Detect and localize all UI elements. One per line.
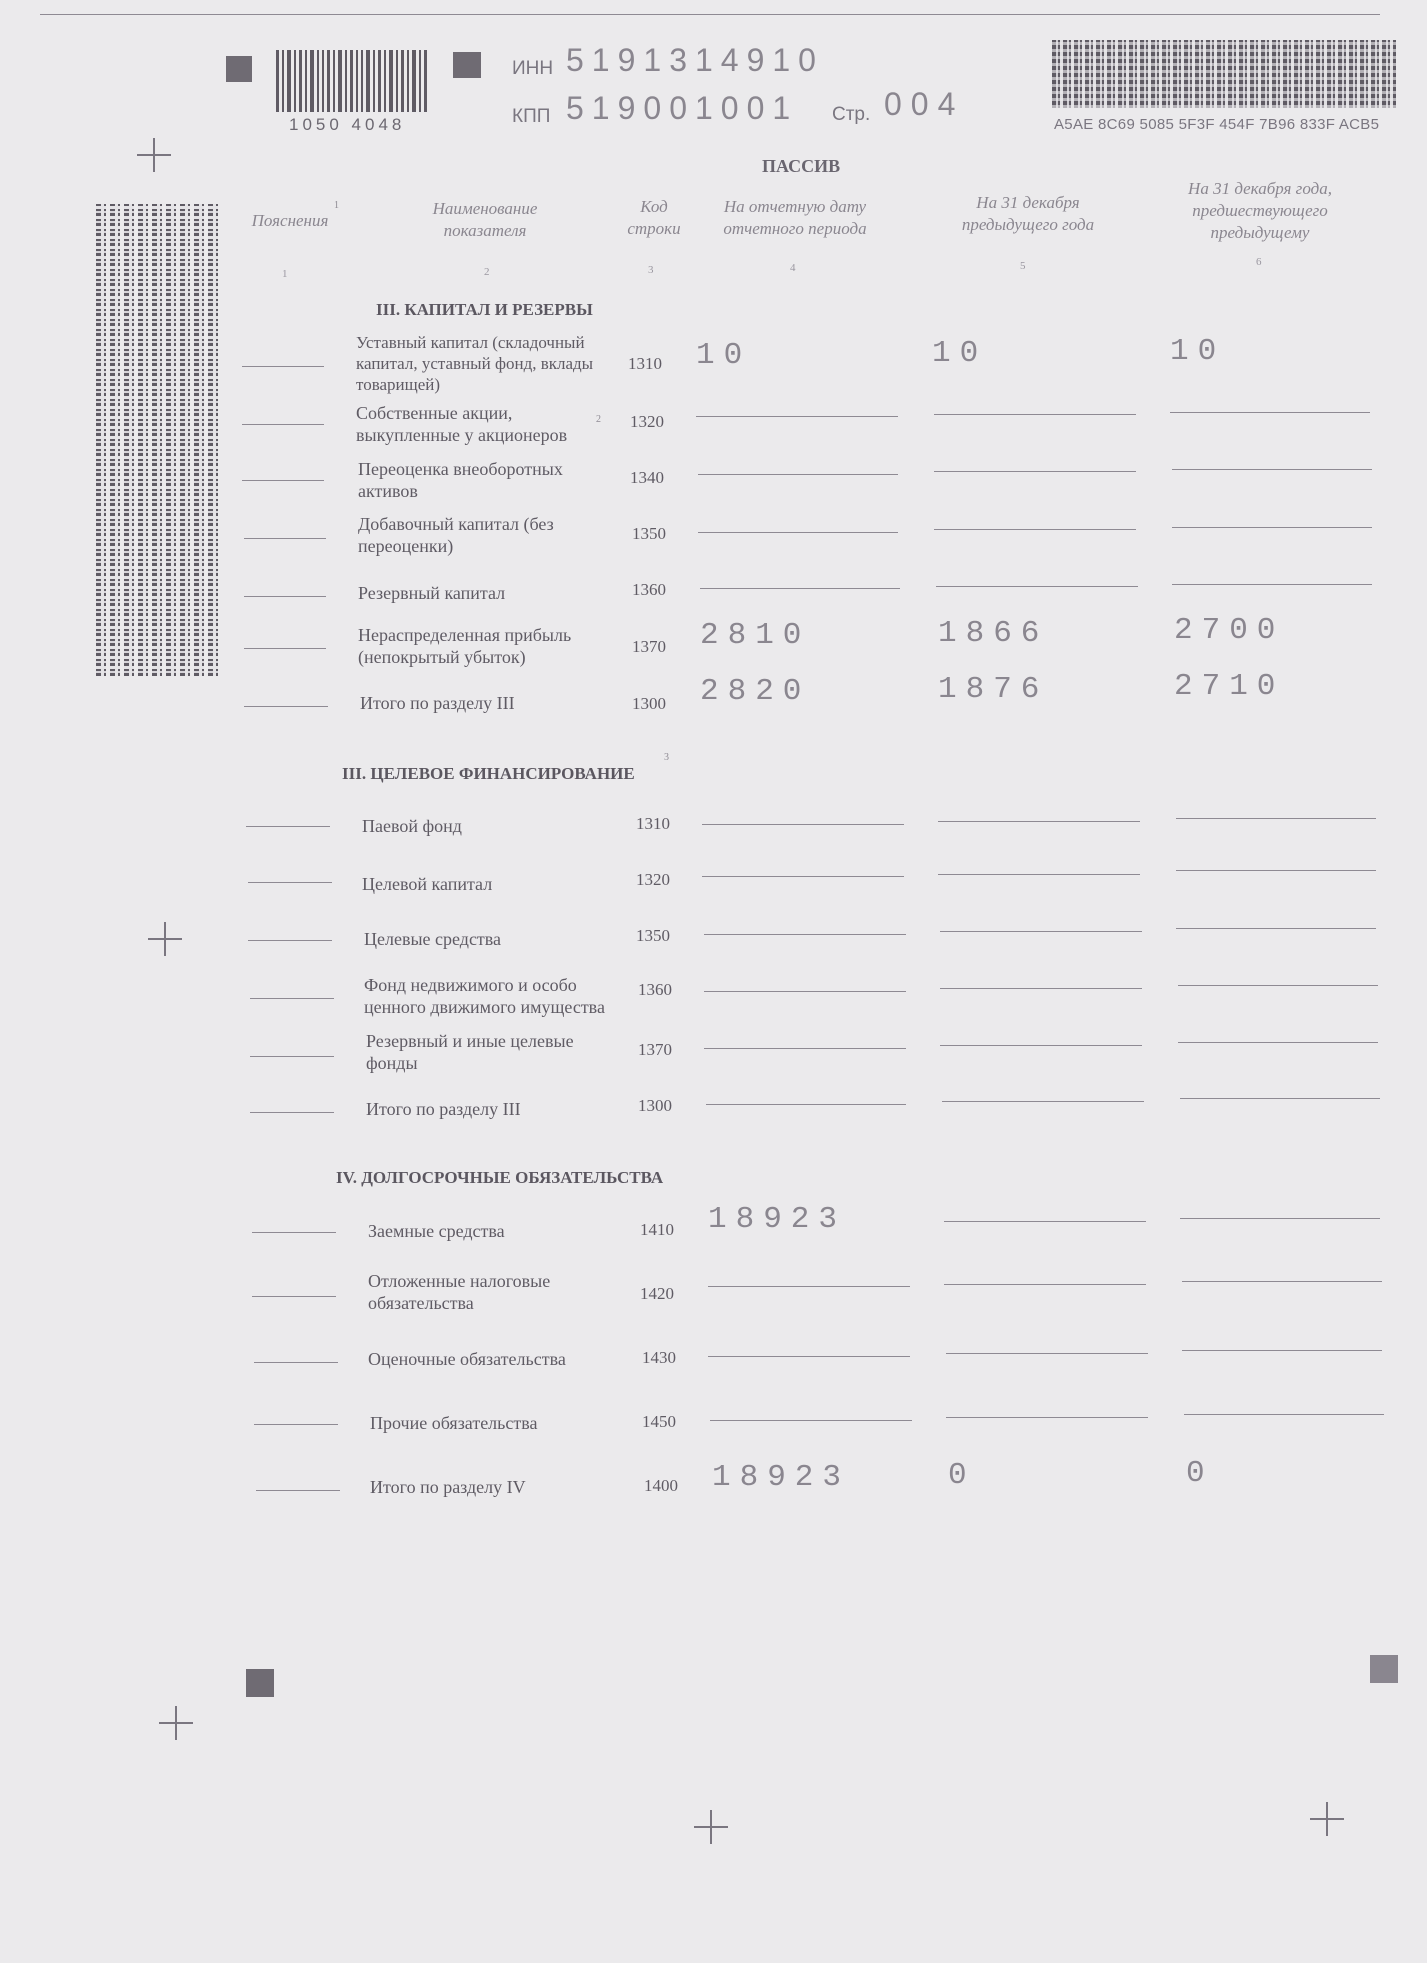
value-current: 2810 — [700, 618, 811, 653]
barcode-icon — [274, 50, 434, 116]
value-line — [942, 1101, 1144, 1102]
value-line — [704, 1048, 906, 1049]
corner-marker — [453, 52, 481, 78]
row-label: Паевой фонд — [362, 816, 462, 836]
row-code: 1310 — [636, 814, 670, 833]
value-line — [702, 876, 904, 877]
value-line — [944, 1284, 1146, 1285]
value-line — [934, 529, 1136, 530]
column-header-prev-year: На 31 декабря предыдущего года — [961, 193, 1095, 234]
value-line — [700, 588, 900, 589]
section-footnote: 3 — [664, 752, 669, 763]
row-label: Собственные акции, выкупленные у акционеров — [356, 403, 568, 445]
value-line — [934, 471, 1136, 472]
notes-line — [244, 706, 328, 707]
row-code: 1340 — [630, 468, 664, 487]
row-label: Переоценка внеоборотных активов — [358, 459, 563, 501]
notes-line — [242, 424, 324, 425]
value-line — [696, 416, 898, 417]
value-line — [938, 874, 1140, 875]
column-number: 1 — [282, 268, 288, 280]
row-label: Резервный капитал — [358, 583, 506, 603]
value-line — [1180, 1098, 1380, 1099]
value-prev-year: 1866 — [938, 616, 1049, 651]
value-line — [1180, 1218, 1380, 1219]
value-prev-year: 10 — [932, 336, 988, 371]
row-code: 1370 — [632, 637, 666, 656]
value-prev-year: 1876 — [938, 672, 1049, 707]
column-number: 6 — [1256, 256, 1262, 268]
row-code: 1320 — [630, 412, 664, 431]
row-code: 1450 — [642, 1412, 676, 1431]
row-code: 1420 — [640, 1284, 674, 1303]
value-line — [1178, 1042, 1378, 1043]
value-line — [936, 586, 1138, 587]
notes-line — [250, 1056, 334, 1057]
row-label: Уставный капитал (складочный капитал, уставный фонд, вклады товарищей) — [356, 333, 594, 394]
value-line — [946, 1417, 1148, 1418]
row-label: Оценочные обязательства — [368, 1349, 566, 1369]
row-label: Заемные средства — [368, 1221, 505, 1241]
row-code: 1370 — [638, 1040, 672, 1059]
value-line — [706, 1104, 906, 1105]
value-line — [1182, 1281, 1382, 1282]
value-line — [1172, 584, 1372, 585]
value-line — [1176, 870, 1376, 871]
row-code: 1350 — [632, 524, 666, 543]
row-label: Итого по разделу III — [360, 693, 515, 713]
row-code: 1310 — [628, 354, 662, 373]
section-title-capital: III. КАПИТАЛ И РЕЗЕРВЫ — [376, 300, 593, 319]
column-number: 2 — [484, 266, 490, 278]
notes-line — [244, 538, 326, 539]
value-current: 2820 — [700, 674, 811, 709]
value-line — [698, 474, 898, 475]
row-label: Итого по разделу III — [366, 1099, 521, 1119]
row-code: 1320 — [636, 870, 670, 889]
kpp-value: 519001001 — [566, 90, 799, 126]
value-prev-prev-year: 0 — [1186, 1456, 1214, 1491]
registration-cross-icon — [1310, 1802, 1344, 1836]
column-header-notes: Пояснения — [251, 211, 329, 230]
notes-line — [254, 1424, 338, 1425]
notes-line — [244, 596, 326, 597]
column-header-current: На отчетную дату отчетного периода — [723, 197, 867, 238]
value-line — [1170, 412, 1370, 413]
kpp-label: КПП — [512, 106, 551, 127]
inn-value: 5191314910 — [566, 42, 824, 78]
value-line — [1184, 1414, 1384, 1415]
value-line — [1176, 928, 1376, 929]
row-label: Прочие обязательства — [370, 1413, 538, 1433]
row-code: 1350 — [636, 926, 670, 945]
value-line — [710, 1420, 912, 1421]
corner-marker — [226, 56, 252, 82]
value-line — [938, 821, 1140, 822]
value-line — [704, 991, 906, 992]
row-code: 1300 — [638, 1096, 672, 1115]
section-title-targeted-financing: III. ЦЕЛЕВОЕ ФИНАНСИРОВАНИЕ — [342, 764, 635, 783]
value-line — [702, 824, 904, 825]
registration-cross-icon — [137, 138, 171, 172]
notes-line — [248, 882, 332, 883]
value-line — [1172, 469, 1372, 470]
value-line — [940, 988, 1142, 989]
corner-marker — [1370, 1655, 1398, 1683]
column-number: 4 — [790, 262, 796, 274]
row-footnote: 2 — [596, 414, 601, 425]
registration-cross-icon — [148, 922, 182, 956]
value-line — [940, 931, 1142, 932]
value-line — [1178, 985, 1378, 986]
corner-marker — [246, 1669, 274, 1697]
row-label: Итого по разделу IV — [370, 1477, 526, 1497]
value-current: 18923 — [712, 1460, 851, 1495]
value-line — [698, 532, 898, 533]
notes-line — [250, 1112, 334, 1113]
column-header-name: Наименование показателя — [432, 199, 538, 240]
row-code: 1300 — [632, 694, 666, 713]
value-prev-prev-year: 2700 — [1174, 613, 1285, 648]
value-line — [1172, 527, 1372, 528]
notes-line — [252, 1232, 336, 1233]
value-line — [708, 1356, 910, 1357]
row-label: Фонд недвижимого и особо ценного движимого имущества — [364, 975, 605, 1017]
value-prev-prev-year: 2710 — [1174, 669, 1285, 704]
value-line — [704, 934, 906, 935]
section-title-long-term-liabilities: IV. ДОЛГОСРОЧНЫЕ ОБЯЗАТЕЛЬСТВА — [336, 1168, 664, 1187]
row-label: Целевые средства — [364, 929, 502, 949]
inn-label: ИНН — [512, 58, 554, 79]
row-label: Нераспределенная прибыль (непокрытый убыток) — [358, 625, 572, 667]
notes-line — [252, 1296, 336, 1297]
barcode-number: 1050 4048 — [289, 115, 406, 134]
row-code: 1430 — [642, 1348, 676, 1367]
row-label: Отложенные налоговые обязательства — [368, 1271, 551, 1313]
value-current: 18923 — [708, 1202, 847, 1237]
notes-line — [242, 366, 324, 367]
notes-line — [254, 1362, 338, 1363]
column-header-prev-prev-year: На 31 декабря года, предшествующего предыдущему — [1188, 179, 1332, 242]
page-title: ПАССИВ — [762, 156, 841, 176]
notes-line — [242, 480, 324, 481]
pdf417-code-icon — [96, 204, 222, 676]
notes-line — [250, 998, 334, 999]
value-line — [946, 1353, 1148, 1354]
row-label: Добавочный капитал (без переоценки) — [358, 514, 554, 556]
value-current: 10 — [696, 338, 752, 373]
page-label: Стр. — [832, 104, 871, 125]
notes-line — [246, 826, 330, 827]
datamatrix-code-icon — [1052, 40, 1396, 108]
notes-line — [248, 940, 332, 941]
page-value: 004 — [884, 86, 965, 122]
notes-line — [256, 1490, 340, 1491]
value-prev-year: 0 — [948, 1458, 976, 1493]
hash-code: A5AE 8C69 5085 5F3F 454F 7B96 833F ACB5 — [1054, 116, 1380, 133]
value-line — [944, 1221, 1146, 1222]
row-code: 1410 — [640, 1220, 674, 1239]
registration-cross-icon — [159, 1706, 193, 1740]
registration-cross-icon — [694, 1810, 728, 1844]
column-header-code: Код строки — [627, 197, 681, 238]
row-label: Целевой капитал — [362, 874, 493, 894]
row-code: 1400 — [644, 1476, 678, 1495]
row-label: Резервный и иные целевые фонды — [366, 1031, 574, 1073]
row-code: 1360 — [632, 580, 666, 599]
value-line — [1176, 818, 1376, 819]
top-border-line — [40, 14, 1380, 15]
value-prev-prev-year: 10 — [1170, 334, 1226, 369]
value-line — [708, 1286, 910, 1287]
notes-line — [244, 648, 326, 649]
column-number: 5 — [1020, 260, 1026, 272]
value-line — [1182, 1350, 1382, 1351]
column-number: 3 — [648, 264, 654, 276]
value-line — [934, 414, 1136, 415]
column-header-notes-footnote: 1 — [334, 200, 339, 211]
row-code: 1360 — [638, 980, 672, 999]
value-line — [940, 1045, 1142, 1046]
